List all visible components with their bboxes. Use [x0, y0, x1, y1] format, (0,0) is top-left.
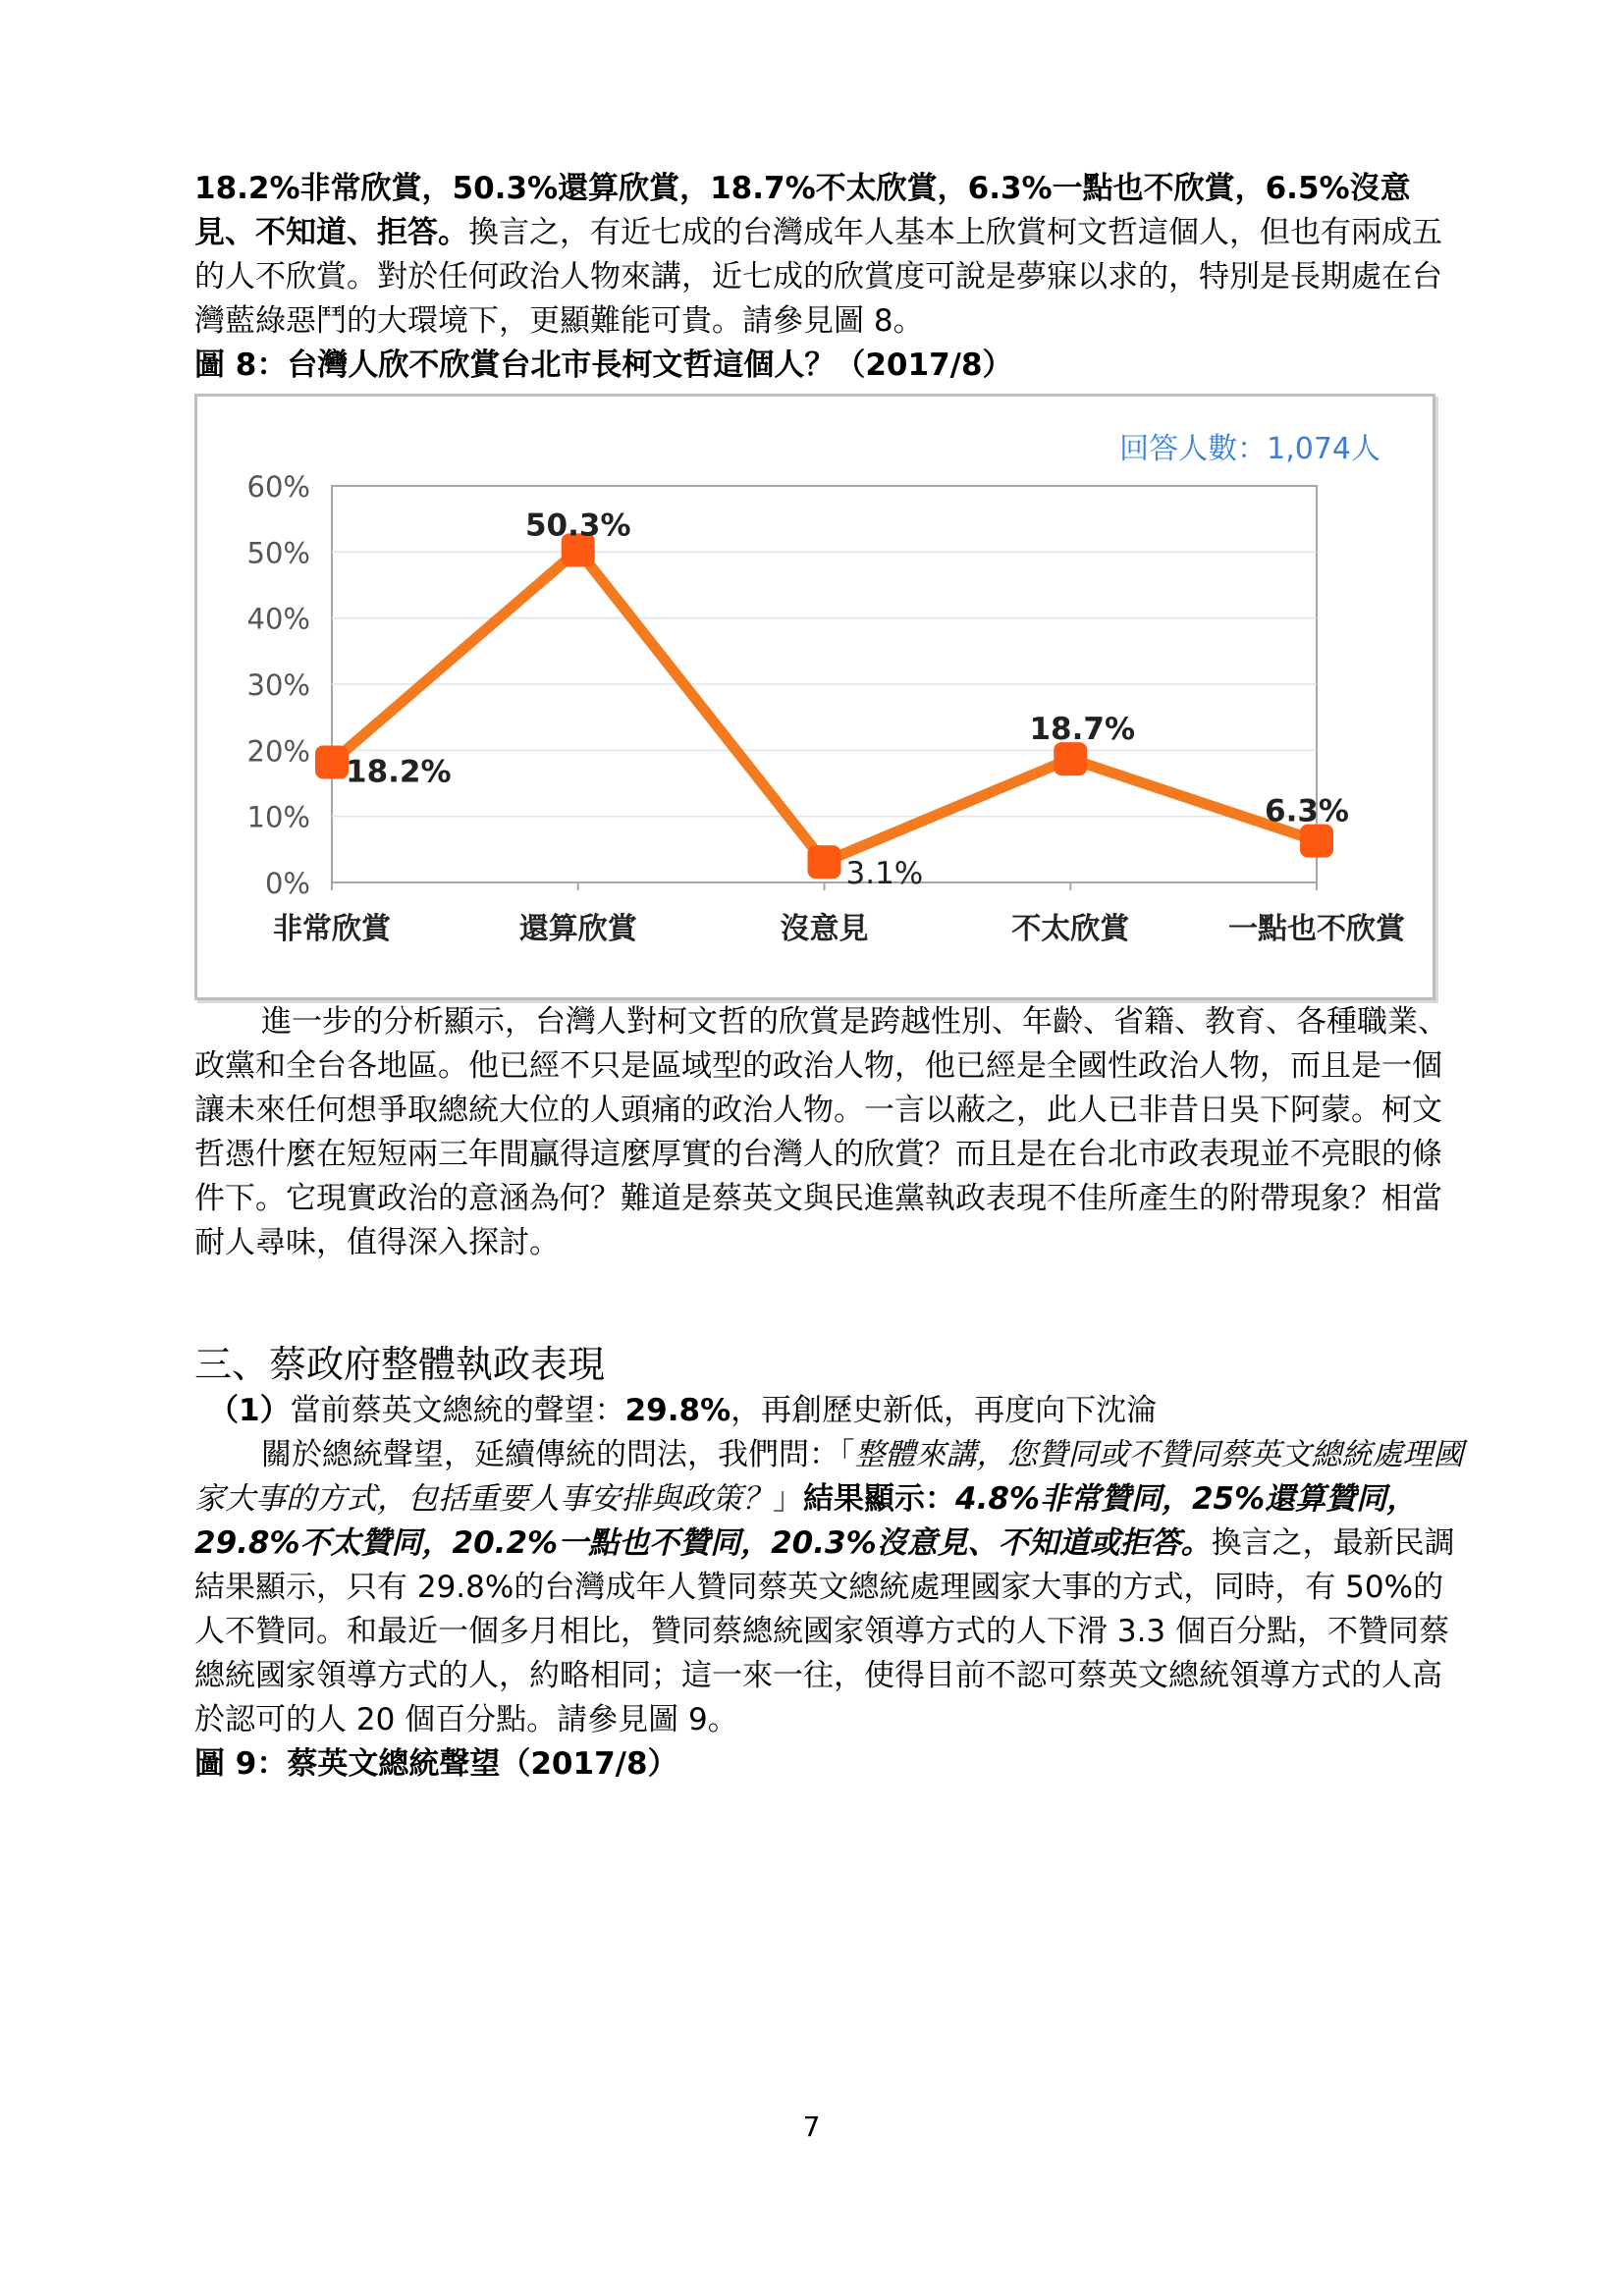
- paragraph-1-text: 換言之，有近七成的台灣成年人基本上欣賞柯文哲這個人，但也有兩成五的人不欣賞。對於任何政治人物來講，近七成的欣賞度可說是夢寐以求的，特別是長期處在台灣藍綠惡鬥的大環境下，更顯難能可貴。請參見圖 8。: [194, 215, 1442, 339]
- data-point: [808, 845, 841, 879]
- data-label: 18.7%: [1029, 712, 1136, 748]
- paragraph-1-bold: 18.2%非常欣賞，50.3%還算欣賞，18.7%不太欣賞，6.3%一點也不欣賞，6.5%沒意見、不知道、拒答。: [194, 171, 1411, 250]
- data-point: [1300, 825, 1333, 858]
- respondent-count-annotation: 回答人數：1,074人: [1119, 432, 1380, 466]
- data-label: 50.3%: [524, 507, 631, 544]
- y-tick-label: 0%: [264, 867, 310, 900]
- paragraph-3-a: 關於總統聲望，延續傳統的問法，我們問：「: [261, 1437, 855, 1472]
- paragraph-3-b: 」: [773, 1481, 803, 1517]
- page-content: [194, 167, 1471, 1787]
- subsection-1-heading: [194, 1389, 1471, 1433]
- subsection-text-b: ，再創歷史新低，再度向下沈淪: [730, 1393, 1158, 1428]
- y-tick-label: 10%: [246, 800, 310, 834]
- figure-9-title: 圖 9：蔡英文總統聲望（2017/8）: [194, 1746, 678, 1782]
- y-tick-label: 50%: [246, 536, 310, 570]
- paragraph-3: [194, 1433, 1471, 1742]
- section-3-title: 三、蔡政府整體執政表現: [194, 1343, 606, 1386]
- page-number: 7: [802, 2110, 821, 2143]
- data-label: 3.1%: [845, 856, 924, 892]
- x-tick-label: 非常欣賞: [273, 912, 391, 946]
- line-chart: [197, 397, 1433, 997]
- x-tick-label: 一點也不欣賞: [1228, 912, 1405, 946]
- x-tick-label: 還算欣賞: [518, 912, 637, 946]
- y-tick-label: 30%: [246, 668, 310, 702]
- y-tick-label: 40%: [246, 602, 310, 636]
- figure-8-title: 圖 8：台灣人欣不欣賞台北市長柯文哲這個人？（2017/8）: [194, 347, 1013, 383]
- data-label: 18.2%: [346, 754, 452, 790]
- x-tick-label: 沒意見: [780, 912, 869, 946]
- subsection-text-a: 當前蔡英文總統的聲望：: [290, 1393, 625, 1428]
- result-label: 結果顯示：: [803, 1481, 955, 1517]
- y-tick-label: 20%: [246, 734, 310, 769]
- survey-question: 整體來講，您贊同或不贊同蔡英文總統處理國家大事的方式，包括重要人事安排與政策？: [194, 1437, 1464, 1517]
- result-figures: 4.8%非常贊同，25%還算贊同，29.8%不太贊同，20.2%一點也不贊同，20.3%沒意見、不知道或拒答。: [194, 1481, 1418, 1561]
- data-point: [1054, 742, 1087, 775]
- y-tick-label: 60%: [246, 470, 310, 504]
- data-point: [315, 745, 349, 778]
- series-line: [332, 550, 1317, 862]
- paragraph-2: 進一步的分析顯示，台灣人對柯文哲的欣賞是跨越性別、年齡、省籍、教育、各種職業、政黨和全台各地區。他已經不只是區域型的政治人物，他已經是全國性政治人物，而且是一個讓未來任何想爭取總統大位的人頭痛的政治人物。一言以蔽之，此人已非昔日吳下阿蒙。柯文哲憑什麼在短短兩三年間贏得這麼厚實的台灣人的欣賞？而且是在台北市政表現並不亮眼的條件下。它現實政治的意涵為何？難道是蔡英文與民進黨執政表現不佳所產生的附帶現象？相當耐人尋味，值得深入探討。: [194, 1004, 1448, 1260]
- data-label: 6.3%: [1265, 793, 1349, 829]
- paragraph-1: [194, 167, 1471, 344]
- x-tick-label: 不太欣賞: [1011, 912, 1130, 946]
- approval-rate: 29.8%: [624, 1393, 731, 1428]
- paragraph-3-text: 換言之，最新民調結果顯示，只有 29.8%的台灣成年人贊同蔡英文總統處理國家大事的方式，同時，有 50%的人不贊同。和最近一個多月相比，贊同蔡總統國家領導方式的人下滑 3.3 個百分點，不贊同蔡總統國家領導方式的人，約略相同；這一來一往，使得目前不認可蔡英文總統領導方式的人高於認可的人 20 個百分點。請參見圖 9。: [194, 1525, 1455, 1737]
- subsection-number: （1）: [208, 1393, 291, 1428]
- figure-8-chart: [194, 394, 1435, 1000]
